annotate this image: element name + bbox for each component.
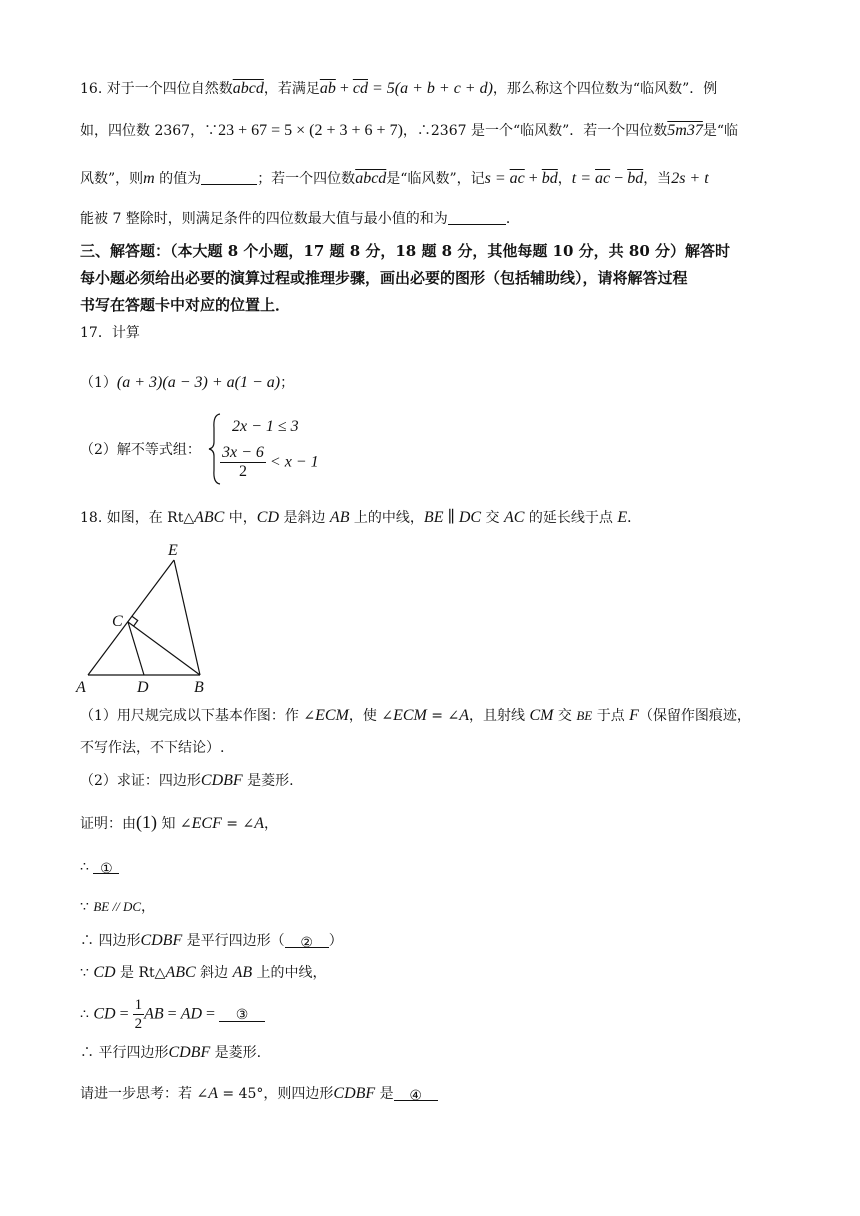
var-f: F <box>629 707 639 724</box>
comma: ， <box>141 899 156 915</box>
because-symbol: ∵ <box>80 965 94 981</box>
period: ． <box>627 510 642 526</box>
circled-2: ② <box>300 935 313 951</box>
proof-line-1 <box>80 812 278 834</box>
q18-text: （2）求证：四边形 <box>80 773 201 789</box>
q18-part2 <box>80 771 294 791</box>
proof-text: ∴ 四边形 <box>80 933 141 949</box>
q18-text: 是菱形. <box>242 773 294 789</box>
ref-part-1: (1) <box>136 812 157 832</box>
expr-2s-plus-t: 2s + t <box>671 170 709 187</box>
var-a: A <box>254 815 265 832</box>
answer-blank-m[interactable] <box>201 170 257 185</box>
equals-sign: = <box>202 1005 220 1023</box>
q18-text: 于点 <box>592 708 630 724</box>
q18-part1-line-1 <box>80 706 751 726</box>
proof-text: 是 Rt△ <box>115 965 166 981</box>
q16-text: 如，四位数 2367，∵ <box>80 123 219 139</box>
think-text: 是 <box>375 1086 394 1102</box>
q16-text: ，若满足 <box>263 81 320 97</box>
s-expr: s = <box>484 170 510 187</box>
proof-line-2 <box>80 857 119 877</box>
var-cdbf: CDBF <box>200 772 243 789</box>
q16-line-2 <box>80 121 738 141</box>
overline-cd: $\overline{cd}$ <box>352 80 368 97</box>
think-further-line <box>80 1084 438 1104</box>
q18-text: ，且射线 <box>469 708 530 724</box>
q16-line-4 <box>80 209 520 229</box>
q17-part2-label: （2）解不等式组： <box>80 442 201 458</box>
overline-ab: $\overline{ab}$ <box>319 80 336 97</box>
fraction-denominator: 2 <box>238 463 247 480</box>
label-a: A <box>76 679 86 696</box>
proof-text: 上的中线， <box>252 965 327 981</box>
label-b: B <box>194 679 204 696</box>
equals-sign: = <box>163 1005 181 1023</box>
var-cm: CM <box>529 707 554 724</box>
q16-equation: = 5(a + b + c + d) <box>367 80 493 97</box>
label-e: E <box>168 542 178 559</box>
proof-text: 斜边 <box>195 965 233 981</box>
var-ecm: ECM <box>315 707 349 724</box>
q18-text: 是斜边 <box>279 510 330 526</box>
comma: ， <box>557 171 572 187</box>
think-text: = 45°，则四边形 <box>217 1086 334 1102</box>
proof-text: = ∠ <box>221 816 255 832</box>
q16-text: 16. 对于一个四位自然数 <box>80 81 233 97</box>
q16-text: ，当 <box>643 171 672 187</box>
var-abc: ABC <box>165 964 196 981</box>
proof-line-5 <box>80 963 327 983</box>
proof-line-3 <box>80 897 155 917</box>
fraction-denominator: 2 <box>134 1016 143 1032</box>
q16-text: 是“临 <box>702 123 739 139</box>
q18-text: 上的中线， <box>349 510 424 526</box>
var-cd: CD <box>256 509 280 526</box>
q18-text: ，使 ∠ <box>348 708 394 724</box>
because-symbol: ∵ <box>80 899 94 915</box>
proof-text: 是平行四边形（ <box>182 933 285 949</box>
fraction-numerator: 3x − 6 <box>222 444 264 461</box>
part-label: （1） <box>80 375 117 391</box>
segment-cd <box>128 622 144 675</box>
q18-stem <box>80 508 641 528</box>
var-ecf: ECF <box>191 815 222 832</box>
inequality-2-rest: < x − 1 <box>265 453 319 471</box>
q16-text: ；若一个四位数 <box>257 171 356 187</box>
be-parallel-dc: BE ∥ DC <box>423 509 482 526</box>
q18-text: （保留作图痕迹， <box>638 708 751 724</box>
q16-text: ，那么称这个四位数为“临风数”．例 <box>492 81 718 97</box>
overline-bd: $\overline{bd}$ <box>627 170 644 187</box>
q18-text: 中， <box>224 510 257 526</box>
proof-line-6 <box>80 996 265 1033</box>
proof-text: 证明：由 <box>80 816 136 832</box>
answer-blank-2[interactable] <box>285 933 329 951</box>
var-cdbf: CDBF <box>140 932 183 949</box>
q18-text: 的延长线于点 <box>524 510 618 526</box>
q16-text: 能被 7 整除时，则满足条件的四位数最大值与最小值的和为 <box>80 211 448 227</box>
section3-heading-line-1: 三、解答题：（本大题 8 个小题，17 题 8 分，18 题 8 分，其他每题 10 分，共 80 分）解答时 <box>80 242 730 260</box>
circled-4: ④ <box>409 1088 422 1104</box>
q16-example-equation: 23 + 67 = 5 × (2 + 3 + 6 + 7) <box>218 122 403 139</box>
var-ac: AC <box>504 509 525 526</box>
overline-ac: $\overline{ac}$ <box>509 170 525 187</box>
proof-text: ∴ 平行四边形 <box>80 1045 169 1061</box>
comma: ， <box>264 816 279 832</box>
section3-heading-line-3: 书写在答题卡中对应的位置上． <box>80 296 291 314</box>
proof-text: 是菱形. <box>210 1045 262 1061</box>
therefore-symbol: ∴ <box>80 1006 94 1023</box>
var-ecm: ECM <box>393 707 427 724</box>
right-angle-mark <box>132 616 138 626</box>
q18-text: 交 <box>553 708 577 724</box>
q16-line-3 <box>80 169 709 189</box>
t-expr: t = <box>571 170 596 187</box>
minus-sign: − <box>610 170 628 187</box>
q16-text: ，∴2367 是一个“临风数”．若一个四位数 <box>402 123 668 139</box>
var-ab: AB <box>329 509 350 526</box>
q16-text: 的值为 <box>154 171 202 187</box>
q18-text: 交 <box>481 510 504 526</box>
fraction-half <box>133 996 145 1033</box>
segment-eb <box>174 560 200 675</box>
overline-ac: $\overline{ac}$ <box>595 170 611 187</box>
section3-heading-line-2: 每小题必须给出必要的演算过程或推理步骤，画出必要的图形（包括辅助线），请将解答过程 <box>80 269 688 287</box>
q17-part1 <box>80 373 294 393</box>
period: ． <box>505 211 520 227</box>
overline-abcd: abcd <box>355 170 387 187</box>
var-ab: AB <box>232 964 253 981</box>
proof-text: ） <box>328 933 343 949</box>
fraction <box>220 444 266 481</box>
answer-blank-1[interactable] <box>93 859 119 877</box>
overline-abcd: abcd <box>232 80 264 97</box>
q16-text: 是“临风数”，记 <box>386 171 485 187</box>
proof-line-4 <box>80 931 343 951</box>
segment-ae <box>88 560 174 675</box>
label-d: D <box>137 679 149 696</box>
label-c: C <box>112 613 123 630</box>
q17-title: 17．计算 <box>80 325 140 341</box>
equals-sign: = <box>115 1005 133 1023</box>
var-a: A <box>208 1085 218 1102</box>
answer-blank-3[interactable] <box>219 1007 265 1022</box>
answer-blank-4[interactable] <box>394 1086 438 1104</box>
proof-text: 知 ∠ <box>157 816 192 832</box>
q18-text: （1）用尺规完成以下基本作图：作 ∠ <box>80 708 316 724</box>
var-cdbf: CDBF <box>333 1085 376 1102</box>
plus-sign: + <box>335 80 353 97</box>
circled-1: ① <box>100 861 113 877</box>
triangle-figure <box>74 538 224 698</box>
overline-5m37: 5m37 <box>667 122 703 139</box>
proof-line-7 <box>80 1043 261 1063</box>
q16-text: 风数”，则 <box>80 171 144 187</box>
var-cd: CD <box>93 964 116 981</box>
inequality-1: 2x − 1 ≤ 3 <box>232 418 299 435</box>
q18-part1-line-2: 不写作法，不下结论）. <box>80 740 225 756</box>
overline-bd: $\overline{bd}$ <box>541 170 558 187</box>
q17-part1-expression: (a + 3)(a − 3) + a(1 − a) <box>116 374 281 391</box>
circled-3: ③ <box>235 1007 249 1023</box>
q18-text: 18. 如图，在 Rt△ <box>80 510 195 526</box>
var-ab: AB <box>144 1005 164 1023</box>
var-cdbf: CDBF <box>168 1044 211 1061</box>
var-a: A <box>459 707 469 724</box>
inequality-2 <box>220 444 319 481</box>
var-m: m <box>143 170 155 187</box>
var-abc: ABC <box>194 509 225 526</box>
be-parallel-dc: BE // DC <box>93 899 142 914</box>
var-e: E <box>617 509 628 526</box>
q18-text: = ∠ <box>426 708 460 724</box>
semicolon: ； <box>280 375 295 391</box>
therefore-symbol: ∴ <box>80 859 94 875</box>
q16-line-1 <box>80 79 717 99</box>
var-ad: AD <box>180 1005 203 1023</box>
fraction-numerator: 1 <box>134 997 143 1013</box>
think-text: 请进一步思考：若 ∠ <box>80 1086 209 1102</box>
answer-blank-sum[interactable] <box>448 210 506 225</box>
var-be: BE <box>576 708 593 723</box>
plus-sign: + <box>524 170 542 187</box>
var-cd: CD <box>93 1005 116 1023</box>
